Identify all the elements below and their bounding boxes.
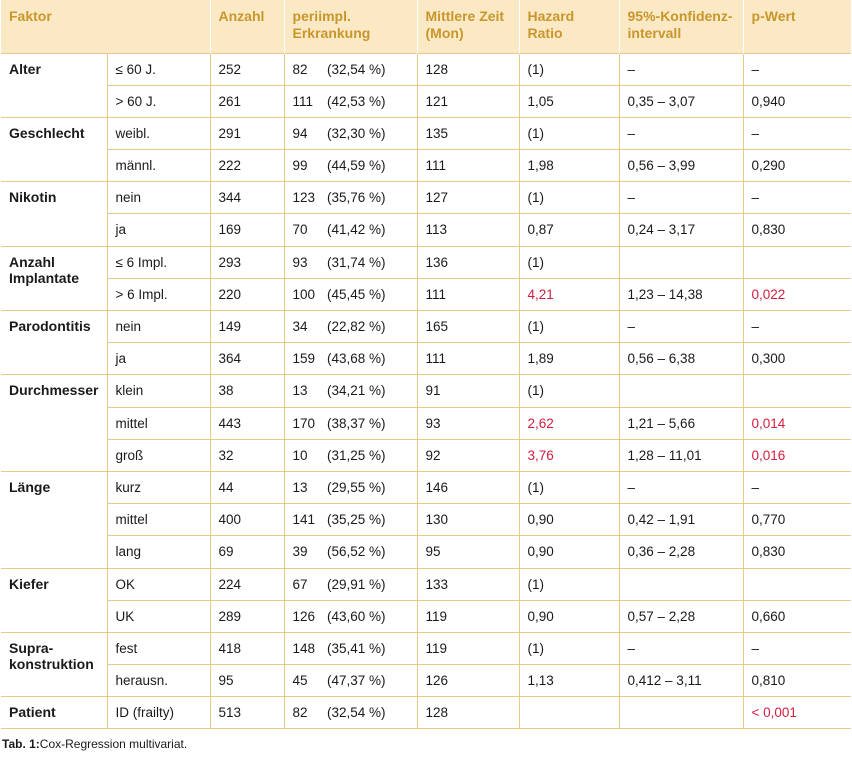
hazard-ratio-cell: 0,90 — [519, 504, 619, 536]
count-cell: 123 — [284, 182, 325, 214]
ci-cell: – — [619, 311, 743, 343]
hazard-ratio-cell: (1) — [519, 246, 619, 278]
percent-cell: (32,30 %) — [325, 117, 417, 149]
p-value-cell: 0,014 — [743, 407, 851, 439]
anzahl-cell: 293 — [210, 246, 284, 278]
p-value-cell: – — [743, 471, 851, 503]
anzahl-cell: 252 — [210, 53, 284, 85]
factor-cell — [1, 246, 107, 310]
p-value-cell — [743, 246, 851, 278]
count-cell: 34 — [284, 311, 325, 343]
anzahl-cell: 220 — [210, 278, 284, 310]
count-cell: 126 — [284, 600, 325, 632]
count-cell: 170 — [284, 407, 325, 439]
level-cell: ja — [107, 343, 210, 375]
ci-cell: – — [619, 117, 743, 149]
level-cell: kurz — [107, 471, 210, 503]
time-cell: 92 — [417, 439, 519, 471]
table-row — [1, 568, 851, 600]
percent-cell: (47,37 %) — [325, 665, 417, 697]
ci-cell: 0,24 – 3,17 — [619, 214, 743, 246]
anzahl-cell: 38 — [210, 375, 284, 407]
hazard-ratio-cell: 2,62 — [519, 407, 619, 439]
factor-label-line: Supra- — [9, 639, 54, 656]
count-cell: 10 — [284, 439, 325, 471]
level-cell: mittel — [107, 407, 210, 439]
hazard-ratio-cell: (1) — [519, 375, 619, 407]
count-cell: 82 — [284, 697, 325, 729]
anzahl-cell: 149 — [210, 311, 284, 343]
p-value-cell: – — [743, 53, 851, 85]
level-cell: ≤ 6 Impl. — [107, 246, 210, 278]
percent-cell: (29,55 %) — [325, 471, 417, 503]
cox-regression-table — [1, 0, 851, 729]
anzahl-cell: 169 — [210, 214, 284, 246]
ci-cell: – — [619, 53, 743, 85]
percent-cell: (35,25 %) — [325, 504, 417, 536]
ci-cell: 1,28 – 11,01 — [619, 439, 743, 471]
anzahl-cell: 261 — [210, 85, 284, 117]
percent-cell: (43,68 %) — [325, 343, 417, 375]
level-cell: UK — [107, 600, 210, 632]
count-cell: 100 — [284, 278, 325, 310]
time-cell: 146 — [417, 471, 519, 503]
anzahl-cell: 32 — [210, 439, 284, 471]
header-anzahl: Anzahl — [210, 0, 284, 53]
p-value-cell: 0,022 — [743, 278, 851, 310]
table-row — [1, 504, 851, 536]
time-cell: 91 — [417, 375, 519, 407]
p-value-cell: 0,830 — [743, 536, 851, 568]
time-cell: 121 — [417, 85, 519, 117]
count-cell: 82 — [284, 53, 325, 85]
factor-cell: Kiefer — [1, 568, 107, 632]
table-row — [1, 536, 851, 568]
table-row — [1, 343, 851, 375]
factor-cell: Geschlecht — [1, 117, 107, 181]
p-value-cell: 0,940 — [743, 85, 851, 117]
time-cell: 136 — [417, 246, 519, 278]
count-cell: 141 — [284, 504, 325, 536]
hazard-ratio-cell: 3,76 — [519, 439, 619, 471]
p-value-cell: – — [743, 632, 851, 664]
time-cell: 111 — [417, 150, 519, 182]
anzahl-cell: 513 — [210, 697, 284, 729]
count-cell: 13 — [284, 375, 325, 407]
table-row — [1, 214, 851, 246]
percent-cell: (31,74 %) — [325, 246, 417, 278]
count-cell: 70 — [284, 214, 325, 246]
time-cell: 165 — [417, 311, 519, 343]
ci-cell: 0,42 – 1,91 — [619, 504, 743, 536]
ci-cell: – — [619, 632, 743, 664]
table-row — [1, 85, 851, 117]
level-cell: weibl. — [107, 117, 210, 149]
table-row — [1, 278, 851, 310]
hazard-ratio-cell: (1) — [519, 568, 619, 600]
caption-text: Cox-Regression multivariat. — [39, 737, 188, 752]
factor-cell — [1, 632, 107, 696]
time-cell: 119 — [417, 632, 519, 664]
ci-cell: 0,36 – 2,28 — [619, 536, 743, 568]
level-cell: > 60 J. — [107, 85, 210, 117]
header-faktor: Faktor — [1, 0, 210, 53]
hazard-ratio-cell: (1) — [519, 53, 619, 85]
level-cell: nein — [107, 311, 210, 343]
p-value-cell: 0,290 — [743, 150, 851, 182]
table-row — [1, 311, 851, 343]
p-value-cell: – — [743, 311, 851, 343]
p-value-cell: 0,830 — [743, 214, 851, 246]
factor-label-line: Implantate — [9, 269, 80, 286]
p-value-cell: – — [743, 117, 851, 149]
count-cell: 94 — [284, 117, 325, 149]
table-row — [1, 600, 851, 632]
factor-cell: Parodontitis — [1, 311, 107, 375]
hazard-ratio-cell: 4,21 — [519, 278, 619, 310]
hazard-ratio-cell — [519, 697, 619, 729]
ci-cell: 1,21 – 5,66 — [619, 407, 743, 439]
caption-label: Tab. 1: — [2, 737, 40, 752]
percent-cell: (41,42 %) — [325, 214, 417, 246]
time-cell: 111 — [417, 278, 519, 310]
header-erkrankung: periimpl. Erkrankung — [284, 0, 417, 53]
hazard-ratio-cell: 1,98 — [519, 150, 619, 182]
factor-cell: Alter — [1, 53, 107, 117]
count-cell: 45 — [284, 665, 325, 697]
count-cell: 39 — [284, 536, 325, 568]
level-cell: fest — [107, 632, 210, 664]
hazard-ratio-cell: 1,89 — [519, 343, 619, 375]
table-row — [1, 375, 851, 407]
p-value-cell — [743, 568, 851, 600]
hazard-ratio-cell: 1,13 — [519, 665, 619, 697]
hazard-ratio-cell: (1) — [519, 182, 619, 214]
level-cell: herausn. — [107, 665, 210, 697]
level-cell: männl. — [107, 150, 210, 182]
percent-cell: (35,76 %) — [325, 182, 417, 214]
percent-cell: (31,25 %) — [325, 439, 417, 471]
percent-cell: (45,45 %) — [325, 278, 417, 310]
factor-label-line: konstruktion — [9, 655, 94, 672]
p-value-cell: 0,016 — [743, 439, 851, 471]
level-cell: groß — [107, 439, 210, 471]
factor-cell: Patient — [1, 697, 107, 729]
table-row — [1, 182, 851, 214]
header-konfidenzintervall: 95%-Konfidenz- intervall — [619, 0, 743, 53]
percent-cell: (32,54 %) — [325, 53, 417, 85]
anzahl-cell: 344 — [210, 182, 284, 214]
time-cell: 119 — [417, 600, 519, 632]
hazard-ratio-cell: 0,90 — [519, 536, 619, 568]
table-row — [1, 632, 851, 664]
table-row — [1, 697, 851, 729]
level-cell: ≤ 60 J. — [107, 53, 210, 85]
p-value-cell — [743, 375, 851, 407]
ci-cell — [619, 246, 743, 278]
count-cell: 93 — [284, 246, 325, 278]
p-value-cell: 0,770 — [743, 504, 851, 536]
anzahl-cell: 44 — [210, 471, 284, 503]
table-row — [1, 53, 851, 85]
ci-cell: – — [619, 182, 743, 214]
time-cell: 126 — [417, 665, 519, 697]
ci-cell: – — [619, 471, 743, 503]
ci-cell: 0,412 – 3,11 — [619, 665, 743, 697]
anzahl-cell: 418 — [210, 632, 284, 664]
factor-cell: Länge — [1, 471, 107, 568]
time-cell: 127 — [417, 182, 519, 214]
anzahl-cell: 289 — [210, 600, 284, 632]
ci-cell: 0,56 – 6,38 — [619, 343, 743, 375]
anzahl-cell: 364 — [210, 343, 284, 375]
factor-label-line: Anzahl — [9, 253, 55, 270]
table-row — [1, 407, 851, 439]
p-value-cell: 0,660 — [743, 600, 851, 632]
ci-cell — [619, 697, 743, 729]
level-cell: OK — [107, 568, 210, 600]
level-cell: ja — [107, 214, 210, 246]
p-value-cell: – — [743, 182, 851, 214]
factor-cell: Nikotin — [1, 182, 107, 246]
ci-cell: 0,57 – 2,28 — [619, 600, 743, 632]
header-p-wert: p-Wert — [743, 0, 851, 53]
level-cell: lang — [107, 536, 210, 568]
time-cell: 93 — [417, 407, 519, 439]
table-row — [1, 150, 851, 182]
anzahl-cell: 95 — [210, 665, 284, 697]
hazard-ratio-cell: (1) — [519, 117, 619, 149]
ci-cell: 0,35 – 3,07 — [619, 85, 743, 117]
ci-cell: 0,56 – 3,99 — [619, 150, 743, 182]
count-cell: 111 — [284, 85, 325, 117]
anzahl-cell: 443 — [210, 407, 284, 439]
table-row — [1, 246, 851, 278]
ci-cell — [619, 568, 743, 600]
count-cell: 159 — [284, 343, 325, 375]
level-cell: nein — [107, 182, 210, 214]
anzahl-cell: 291 — [210, 117, 284, 149]
time-cell: 113 — [417, 214, 519, 246]
time-cell: 111 — [417, 343, 519, 375]
percent-cell: (35,41 %) — [325, 632, 417, 664]
percent-cell: (42,53 %) — [325, 85, 417, 117]
hazard-ratio-cell: (1) — [519, 471, 619, 503]
header-row — [1, 0, 851, 53]
count-cell: 13 — [284, 471, 325, 503]
level-cell: mittel — [107, 504, 210, 536]
anzahl-cell: 69 — [210, 536, 284, 568]
table-row — [1, 471, 851, 503]
table-row — [1, 439, 851, 471]
anzahl-cell: 224 — [210, 568, 284, 600]
ci-cell: 1,23 – 14,38 — [619, 278, 743, 310]
time-cell: 128 — [417, 697, 519, 729]
factor-cell: Durchmesser — [1, 375, 107, 472]
time-cell: 133 — [417, 568, 519, 600]
ci-cell — [619, 375, 743, 407]
percent-cell: (44,59 %) — [325, 150, 417, 182]
level-cell: > 6 Impl. — [107, 278, 210, 310]
hazard-ratio-cell: (1) — [519, 632, 619, 664]
p-value-cell: 0,810 — [743, 665, 851, 697]
table-row — [1, 117, 851, 149]
count-cell: 99 — [284, 150, 325, 182]
percent-cell: (22,82 %) — [325, 311, 417, 343]
percent-cell: (29,91 %) — [325, 568, 417, 600]
time-cell: 135 — [417, 117, 519, 149]
time-cell: 130 — [417, 504, 519, 536]
time-cell: 95 — [417, 536, 519, 568]
hazard-ratio-cell: 0,90 — [519, 600, 619, 632]
level-cell: klein — [107, 375, 210, 407]
table-row — [1, 665, 851, 697]
level-cell: ID (frailty) — [107, 697, 210, 729]
anzahl-cell: 222 — [210, 150, 284, 182]
p-value-cell: < 0,001 — [743, 697, 851, 729]
percent-cell: (43,60 %) — [325, 600, 417, 632]
hazard-ratio-cell: 0,87 — [519, 214, 619, 246]
hazard-ratio-cell: (1) — [519, 311, 619, 343]
percent-cell: (34,21 %) — [325, 375, 417, 407]
p-value-cell: 0,300 — [743, 343, 851, 375]
header-mittlere-zeit: Mittlere Zeit (Mon) — [417, 0, 519, 53]
percent-cell: (56,52 %) — [325, 536, 417, 568]
percent-cell: (38,37 %) — [325, 407, 417, 439]
time-cell: 128 — [417, 53, 519, 85]
percent-cell: (32,54 %) — [325, 697, 417, 729]
header-hazard-ratio: Hazard Ratio — [519, 0, 619, 53]
table-caption — [2, 737, 852, 751]
anzahl-cell: 400 — [210, 504, 284, 536]
count-cell: 67 — [284, 568, 325, 600]
hazard-ratio-cell: 1,05 — [519, 85, 619, 117]
count-cell: 148 — [284, 632, 325, 664]
